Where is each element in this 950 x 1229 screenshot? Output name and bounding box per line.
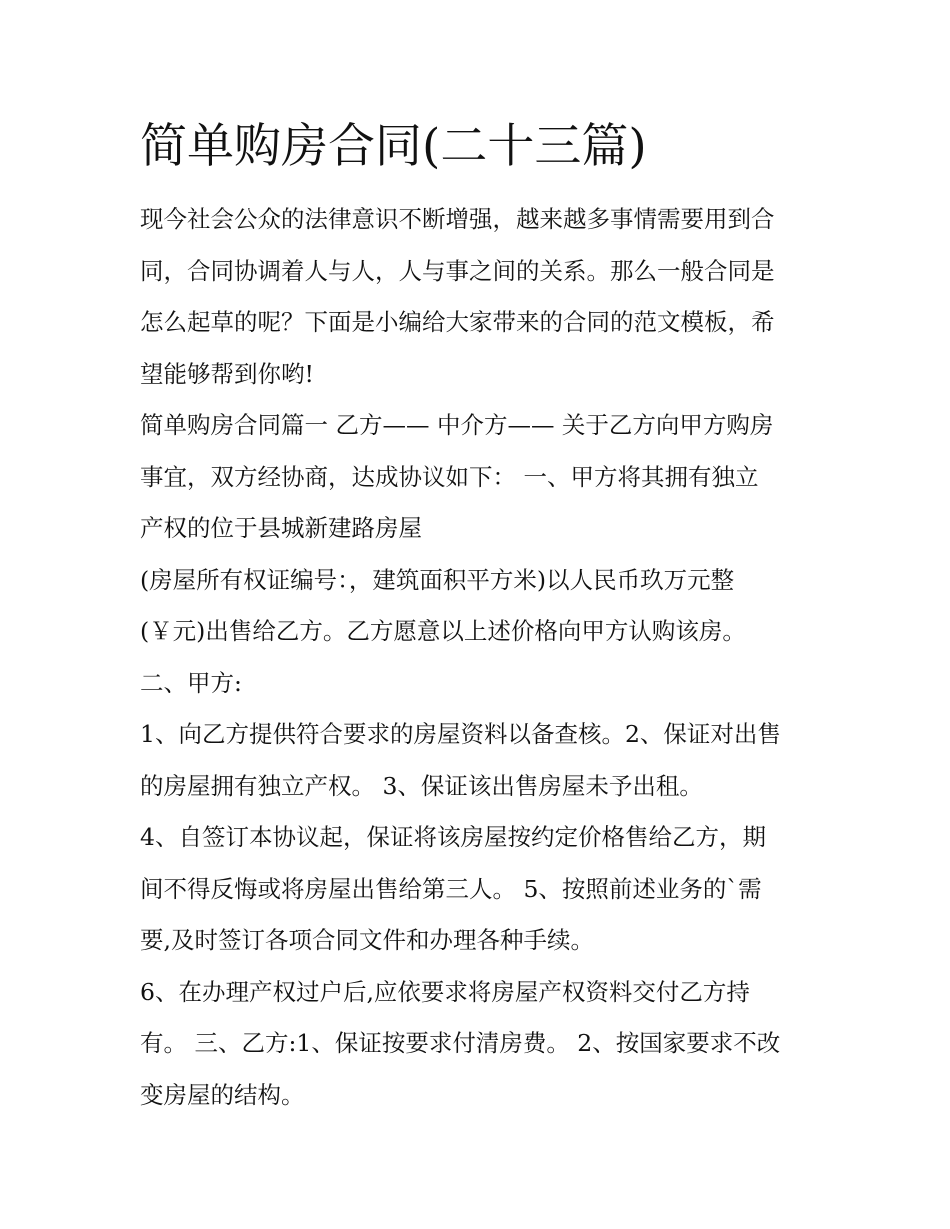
text-line: (房屋所有权证编号：，建筑面积平方米)以人民币玖万元整: [140, 565, 735, 594]
text-line: (￥元)出售给乙方。乙方愿意以上述价格向甲方认购该房。: [140, 617, 746, 645]
text-line: 要,及时签订各项合同文件和办理各种手续。: [140, 926, 594, 954]
text-line: 现今社会公众的法律意识不断增强，越来越多事情需要用到合: [140, 205, 775, 233]
text-line: 同，合同协调着人与人，人与事之间的关系。那么一般合同是: [140, 256, 775, 285]
text-line: 简单购房合同篇一 乙方—— 中介方—— 关于乙方向甲方购房: [140, 411, 774, 439]
text-line: 变房屋的结构。: [140, 1080, 305, 1109]
text-line: 事宜，双方经协商，达成协议如下： 一、甲方将其拥有独立: [140, 462, 759, 491]
text-line: 6、在办理产权过户后,应依要求将房屋产权资料交付乙方持: [140, 977, 750, 1006]
text-line: 二、甲方:: [140, 668, 242, 697]
text-line: 的房屋拥有独立产权。 3、保证该出售房屋未予出租。: [140, 771, 703, 800]
text-line: 4、自签订本协议起，保证将该房屋按约定价格售给乙方，期: [140, 823, 766, 851]
text-line: 产权的位于县城新建路房屋: [140, 514, 422, 542]
text-line: 怎么起草的呢？下面是小编给大家带来的合同的范文模板，希: [140, 308, 775, 336]
text-line: 望能够帮到你哟!: [140, 359, 314, 388]
document-body: [140, 112, 812, 1121]
text-line: 间不得反悔或将房屋出售给第三人。 5、按照前述业务的`需: [140, 874, 762, 903]
text-line: 有。 三、乙方:1、保证按要求付清房费。 2、按国家要求不改: [140, 1029, 781, 1057]
document-title: 简单购房合同(二十三篇): [140, 119, 647, 174]
text-line: 1、向乙方提供符合要求的房屋资料以备查核。2、保证对出售: [140, 720, 781, 748]
